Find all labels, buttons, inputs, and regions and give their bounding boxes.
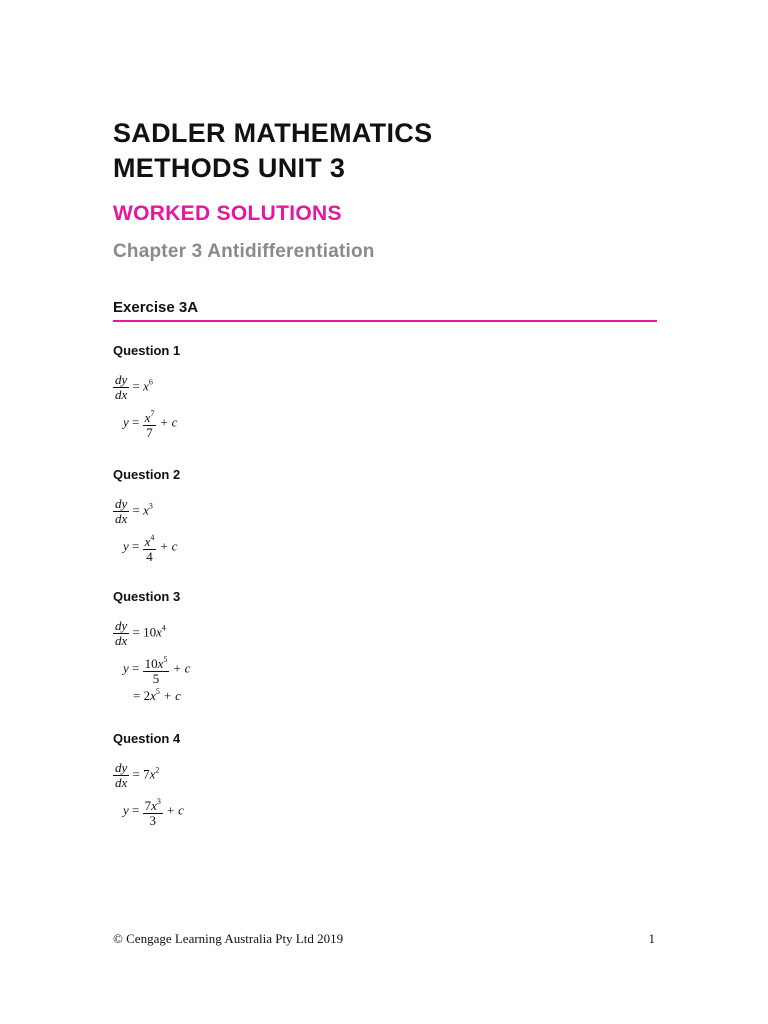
antiderivative-fraction: $\frac{7x^3}{3}$ [144, 797, 161, 828]
derivative-fraction: $\frac{dy}{dx}$ [115, 372, 128, 402]
document-title [113, 116, 673, 186]
question-2-working [113, 497, 177, 565]
derivative-fraction: $\frac{dy}{dx}$ [115, 496, 128, 526]
antiderivative-fraction: $\frac{x^7}{7}$ [144, 409, 155, 440]
question-3-heading: Question 3 [113, 589, 181, 604]
worked-solutions-heading: WORKED SOLUTIONS [113, 202, 342, 225]
antiderivative-equation: y = $\frac{x^7}{7}$ + c [123, 409, 178, 440]
given-equation: $\frac{dy}{dx}$ = $10x^4$ [115, 618, 166, 648]
simplified-equation: = $2x^5 + c$ [133, 687, 181, 703]
page-footer [113, 931, 657, 947]
given-equation: $\frac{dy}{dx}$ = $x^6$ [115, 372, 153, 402]
derivative-fraction: $\frac{dy}{dx}$ [115, 618, 128, 648]
question-1-working [113, 373, 177, 441]
title-line-2: METHODS UNIT 3 [113, 153, 346, 183]
copyright-notice: © Cengage Learning Australia Pty Ltd 2019 [113, 931, 344, 946]
given-equation: $\frac{dy}{dx}$ = $7x^2$ [115, 760, 160, 790]
title-line-1: SADLER MATHEMATICS [113, 118, 433, 148]
chapter-heading: Chapter 3 Antidifferentiation [113, 241, 375, 262]
exercise-divider [113, 320, 657, 322]
antiderivative-equation: y = $\frac{7x^3}{3}$ + c [123, 797, 184, 828]
question-2-heading: Question 2 [113, 467, 181, 482]
exercise-heading: Exercise 3A [113, 299, 199, 316]
question-1-heading: Question 1 [113, 343, 181, 358]
derivative-fraction: $\frac{dy}{dx}$ [115, 760, 128, 790]
page-number: 1 [648, 931, 655, 946]
antiderivative-fraction: $\frac{x^4}{4}$ [144, 533, 155, 564]
question-4-heading: Question 4 [113, 731, 181, 746]
antiderivative-fraction: $\frac{10x^5}{5}$ [144, 655, 168, 686]
antiderivative-equation: y = $\frac{x^4}{4}$ + c [123, 533, 178, 564]
question-4-working [113, 761, 184, 829]
question-3-working [113, 619, 190, 707]
given-equation: $\frac{dy}{dx}$ = $x^3$ [115, 496, 153, 526]
antiderivative-equation: y = $\frac{10x^5}{5}$ + c [123, 655, 191, 686]
